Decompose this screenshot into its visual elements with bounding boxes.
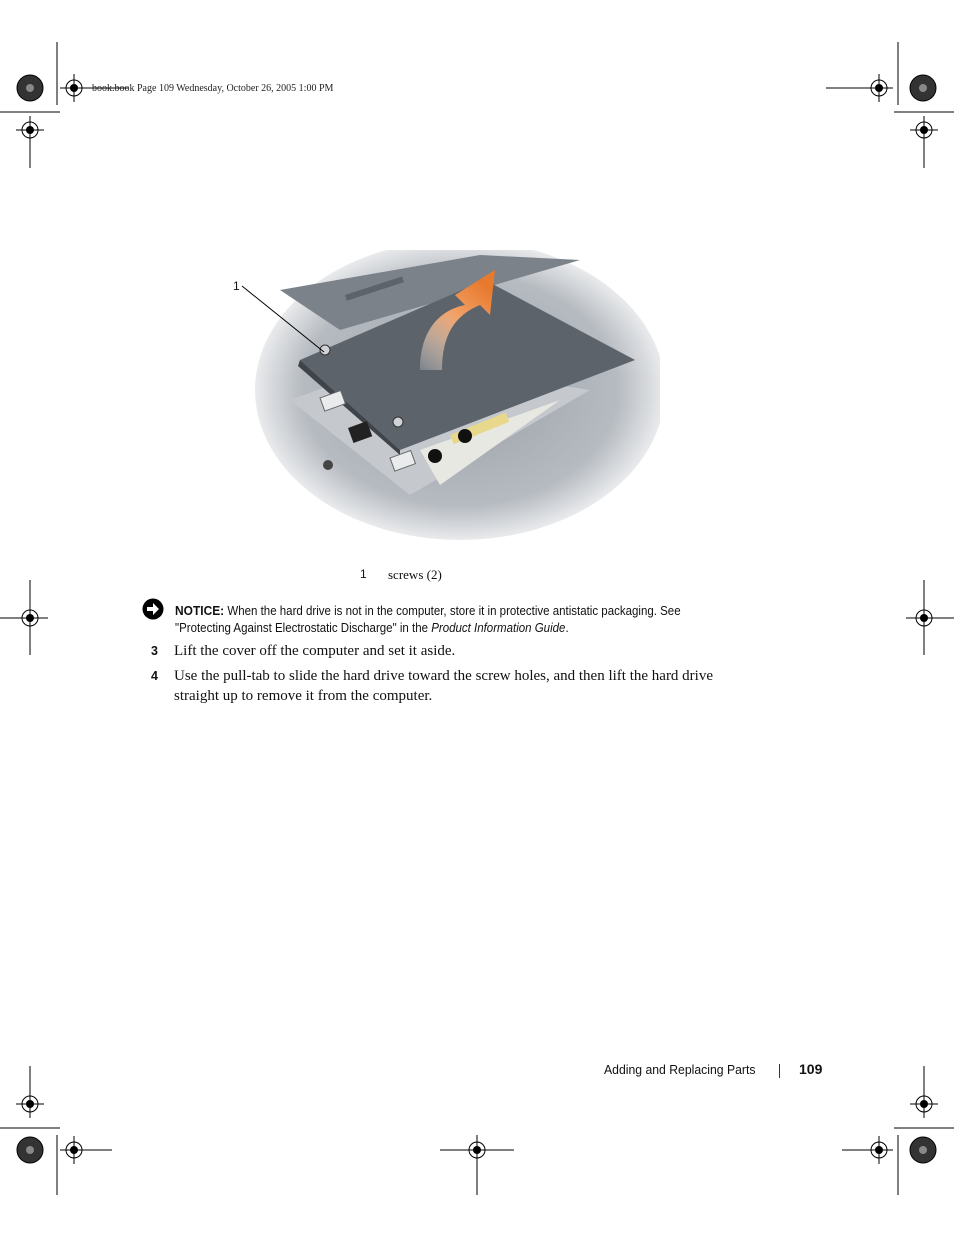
- notice-arrow-icon: [142, 598, 164, 620]
- notice-text: When the hard drive is not in the computer, store it in protective antistatic packaging. See "Protecting Against Electrostatic Discharge" in the: [175, 604, 681, 635]
- step-text: Lift the cover off the computer and set it aside.: [174, 643, 456, 659]
- notice-paragraph: [175, 602, 718, 637]
- footer-divider: [779, 1064, 780, 1078]
- legend-text: screws (2): [388, 567, 442, 582]
- legend-number: 1: [360, 567, 367, 581]
- notice-guide-title: Product Information Guide: [431, 621, 566, 635]
- step-number: 4: [151, 669, 158, 683]
- notice-text-end: .: [565, 621, 569, 635]
- callout-leader-line: [240, 284, 340, 364]
- step-text: Use the pull-tab to slide the hard drive toward the screw holes, and then lift the hard drive straight up to remove it from the computer.: [174, 668, 714, 704]
- print-slug: book.book Page 109 Wednesday, October 26, 2005 1:00 PM: [92, 83, 334, 94]
- notice-label: NOTICE:: [175, 603, 225, 618]
- page-number: 109: [799, 1061, 823, 1077]
- footer-section-title: Adding and Replacing Parts: [604, 1062, 756, 1077]
- step-number: 3: [151, 644, 158, 658]
- figure-callout-number: 1: [233, 279, 240, 293]
